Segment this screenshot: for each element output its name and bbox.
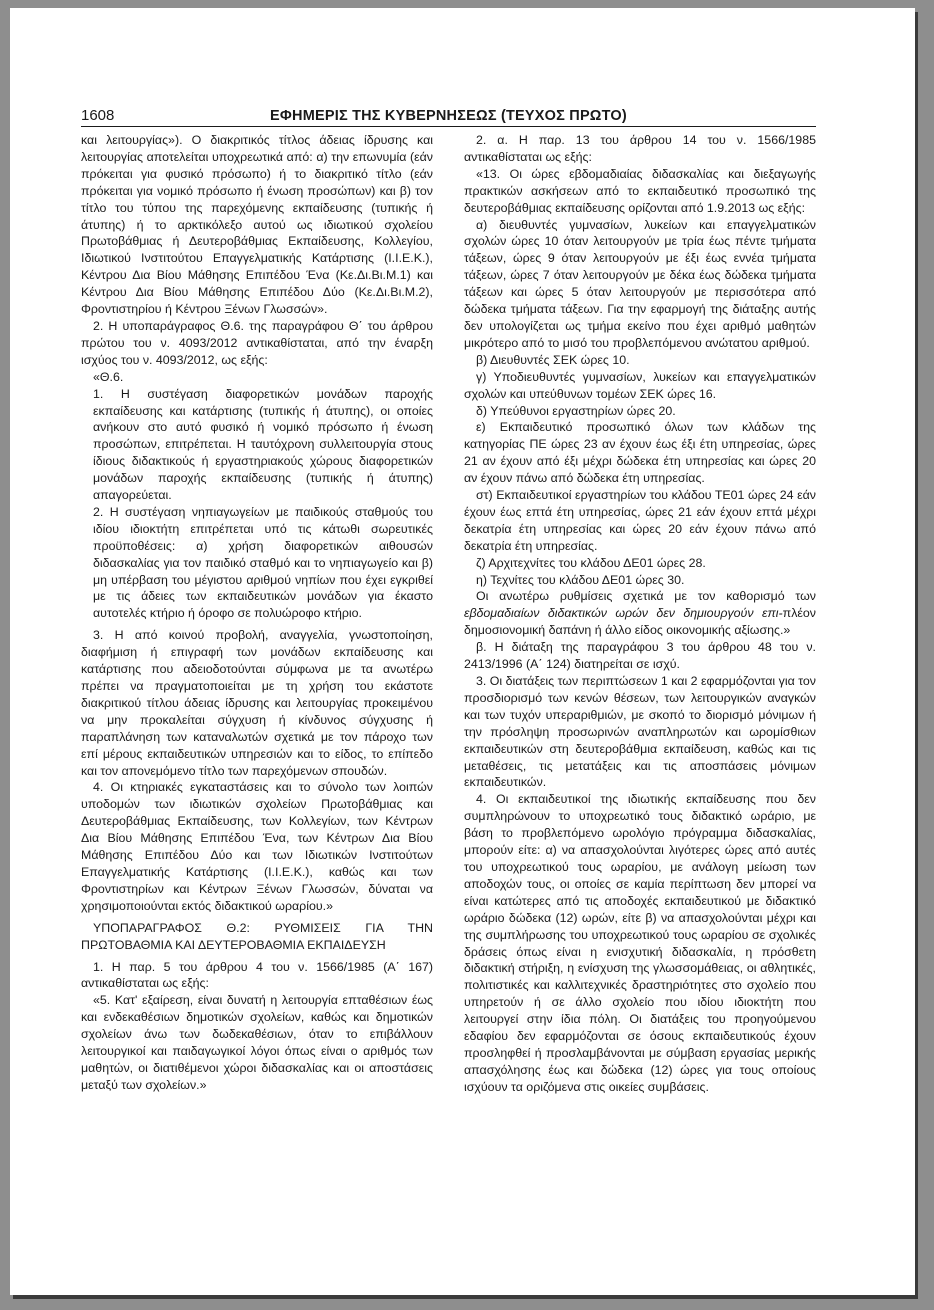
paragraph: 3. Η από κοινού προβολή, αναγγελία, γνωστοποίηση, διαφήμιση ή επιγραφή των μονάδων εκπαίδευσης και κατάρτισης που αδειοδοτούνται σύμφωνα με τα ανωτέρω πρέπει να πραγματοποιείται με τη χρήση του εκάστοτε διακριτικού τίτλου άδειας ίδρυσης και λειτουργίας προκειμένου να μην προκαλείται σύγχυση ή κίνδυνος σύγχυσης ή παραπλάνηση των καταναλωτών σχετικά με τον πάροχο των επί μέρους εκπαιδευτικών υπηρεσιών και το είδος, το επίπεδο και τον απονεμόμενο τίτλο των παρεχόμενων σπουδών. bbox=[81, 628, 433, 778]
paragraph: 4. Οι κτηριακές εγκαταστάσεις και το σύνολο των λοιπών υποδομών των ιδιωτικών σχολείων Πρωτοβάθμιας και Δευτεροβάθμιας Εκπαίδευσης, των Κολλεγίων, των Κέντρων Δια Βίου Μάθησης Επιπέδου Ένα, των Κέντρων Δια Βίου Μάθησης Επιπέδου Δύο και των Ιδιωτικών Ινστιτούτων Επαγγελματικής Κατάρτισης (Ι.Ι.Ε.Κ.), καθώς και των Φροντιστηρίων και Κέντρων Ξένων Γλωσσών, δύναται να χρησιμοποιούνται εκτός διδακτικού ωραρίου.» bbox=[81, 780, 433, 913]
paragraph: 2. Η υποπαράγραφος Θ.6. της παραγράφου Θ΄ του άρθρου πρώτου του ν. 4093/2012 αντικαθίσταται, από την έναρξη ισχύος του ν. 4093/2012, ως εξής: bbox=[81, 318, 433, 367]
page-number: 1608 bbox=[81, 107, 115, 124]
paragraph: γ) Υποδιευθυντές γυμνασίων, λυκείων και επαγγελματικών σχολών και υπεύθυνων τομέων ΣΕΚ ώρες 16. bbox=[464, 369, 816, 401]
paragraph: 2. α. Η παρ. 13 του άρθρου 14 του ν. 1566/1985 αντικαθίσταται ως εξής: bbox=[464, 133, 816, 164]
paragraph: στ) Εκπαιδευτικοί εργαστηρίων του κλάδου ΤΕ01 ώρες 24 εάν έχουν έως επτά έτη υπηρεσίας, ώρες 21 εάν έχουν επτά μέχρι δεκατρία έτη υπηρεσίας και ώρες 20 εάν έχουν πάνω από δεκατρία έτη υπηρεσίας. bbox=[464, 488, 816, 553]
section-heading: ΥΠΟΠΑΡΑΓΡΑΦΟΣ Θ.2: ΡΥΘΜΙΣΕΙΣ ΓΙΑ ΤΗΝ ΠΡΩΤΟΒΑΘΜΙΑ ΚΑΙ ΔΕΥΤΕΡΟΒΑΘΜΙΑ ΕΚΠΑΙΔΕΥΣΗ bbox=[81, 920, 433, 952]
paragraph: 1. Η παρ. 5 του άρθρου 4 του ν. 1566/1985 (Α΄ 167) αντικαθίσταται ως εξής: bbox=[81, 959, 433, 991]
text-run: Οι ανωτέρω ρυθμίσεις σχετικά με τον καθορισμό των bbox=[476, 589, 816, 604]
paragraph: ε) Εκπαιδευτικό προσωπικό όλων των κλάδων της κατηγορίας ΠΕ ώρες 23 αν έχουν έως έξι έτη υπηρεσίας, ώρες 21 αν έχουν από έξι μέχρι δώδεκα έτη υπηρεσίας και ώρες 20 αν έχουν πάνω από δώδεκα έτη υπηρεσίας. bbox=[464, 420, 816, 486]
page-content bbox=[81, 100, 816, 1096]
paragraph: β) Διευθυντές ΣΕΚ ώρες 10. bbox=[476, 352, 630, 367]
page-header bbox=[81, 100, 816, 127]
paragraph bbox=[464, 588, 816, 639]
paragraph: 3. Οι διατάξεις των περιπτώσεων 1 και 2 εφαρμόζονται για τον προσδιορισμό των κενών θέσεων, των λειτουργικών αναγκών και των τυχόν υπεραριθμιών, με σκοπό το διορισμό μόνιμων ή την πρόσληψη προσωρινών αναπληρωτών και ωρομίσθιων εκπαιδευτικών στη δευτεροβάθμια εκπαίδευση, καθώς και τις μεταθέσεις, τις μετατάξεις και τις αποσπάσεις μόνιμων εκπαιδευτικών. bbox=[464, 674, 816, 790]
paragraph: «5. Κατ' εξαίρεση, είναι δυνατή η λειτουργία επταθέσιων έως και ενδεκαθέσιων δημοτικών σχολείων, καθώς και δημοτικών σχολείων άνω των δωδεκαθέσιων, όταν το επιβάλλουν λειτουργικοί και παιδαγωγικοί λόγοι όπως είναι ο αριθμός των μαθητών, οι διατιθέμενοι χώροι διδασκαλίας και οι αποστάσεις μεταξύ των σχολείων.» bbox=[81, 993, 433, 1092]
paragraph: β. Η διάταξη της παραγράφου 3 του άρθρου 48 του ν. 2413/1996 (Α΄ 124) διατηρείται σε ισχύ. bbox=[464, 640, 816, 672]
right-column bbox=[464, 132, 816, 1096]
left-column bbox=[81, 132, 433, 1096]
paragraph: «Θ.6. bbox=[93, 369, 124, 384]
paragraph: «13. Οι ώρες εβδομαδιαίας διδασκαλίας και διεξαγωγής πρακτικών ασκήσεων από το εκπαιδευτικό προσωπικό της δευτεροβάθμιας εκπαίδευσης ορίζονται από 1.9.2013 ως εξής: bbox=[464, 166, 816, 215]
paragraph: 4. Οι εκπαιδευτικοί της ιδιωτικής εκπαίδευσης που δεν συμπληρώνουν το υποχρεωτικό τους διδακτικό ωράριο, με βάση το προβλεπόμενο ωρολόγιο πρόγραμμα διδασκαλίας, μπορούν είτε: α) να απασχολούνται λιγότερες ώρες από αυτές του υποχρεωτικού τους ωραρίου, με ανάλογη μείωση των αποδοχών τους, οι οποίες σε καμία περίπτωση δεν μπορεί να είναι κατώτερες από τις αποδοχές εκπαιδευτικού με διδακτικό ωράριο δώδεκα (12) ωρών, είτε β) να απασχολούνται μέχρι και της συμπλήρωσης του υποχρεωτικού τους ωραρίου σε σχολικές δράσεις όπως είναι η ενισχυτική διδασκαλία, η πρόσθετη διδακτική στήριξη, η ενίσχυση της γλωσσομάθειας, οι αθλητικές, πολιτιστικές και καλλιτεχνικές δραστηριότητες στο σχολείο που υπηρετούν ή σε άλλο σχολείο που ιδίου ιδιοκτήτη που λειτουργεί στην ίδια πόλη. Οι διατάξεις του προηγούμενου εδαφίου δεν εφαρμόζονται σε όσους εκπαιδευτικούς έχουν προσληφθεί ή προσλαμβάνονται με σύμβαση εργασίας μερικής απασχόλησης έως και δώδεκα (12) ώρες για τους οποίους ισχύουν τα οριζόμενα στις οικείες συμβάσεις. bbox=[464, 792, 816, 1094]
text-run: πλέον δημοσιονομική δαπάνη ή άλλο είδος οικονομικής αξίωσης.» bbox=[464, 606, 816, 638]
paragraph: α) διευθυντές γυμνασίων, λυκείων και επαγγελματικών σχολών ώρες 10 όταν λειτουργούν με τρία έως πέντε τμήματα τάξεων, ώρες 9 όταν λειτουργούν με έξι έως εννέα τμήματα τάξεων, ώρες 7 όταν λειτουργούν με δέκα έως δώδεκα τμήματα τάξεων και ώρες 5 όταν λειτουργούν με περισσότερα από δώδεκα τμήματα τάξεων. Για την εφαρμογή της διάταξης αυτής δεν υπολογίζεται ως τμήμα εκείνο που έχει αριθμό μαθητών μικρότερο από το μισό του προβλεπόμενου ανώτατου αριθμού. bbox=[464, 217, 816, 350]
text-columns bbox=[81, 132, 816, 1096]
paragraph: 1. Η συστέγαση διαφορετικών μονάδων παροχής εκπαίδευσης και κατάρτισης (τυπικής ή άτυπης), οι οποίες ανήκουν στο αυτό φυσικό ή νομικό πρόσωπο ή ένωση προσώπων, επιτρέπεται. Η ταυτόχρονη συλλειτουργία στους ίδιους διδακτικούς ή εργαστηριακούς χώρους διαφορετικών μονάδων παροχής εκπαίδευσης (τυπικής ή άτυπης) απαγορεύεται. bbox=[93, 386, 433, 503]
gazette-title: ΕΦΗΜΕΡΙΣ ΤΗΣ ΚΥΒΕΡΝΗΣΕΩΣ (ΤΕΥΧΟΣ ΠΡΩΤΟ) bbox=[270, 108, 627, 124]
paragraph: και λειτουργίας»). Ο διακριτικός τίτλος άδειας ίδρυσης και λειτουργίας αποτελείται υποχρεωτικά από: α) την επωνυμία (εάν πρόκειται για φυσικό πρόσωπο) ή το διακριτικό τίτλο (εάν πρόκειται για νομικό πρόσωπο ή ένωση προσώπων) και β) τον τίτλο του τύπου της παρεχόμενης εκπαίδευσης (τυπικής ή άτυπης) ή το αρκτικόλεξο αυτού ως ιδιωτικού σχολείου Πρωτοβάθμιας ή Δευτεροβάθμιας Εκπαίδευσης, Κολλεγίου, Ιδιωτικού Ινστιτούτου Επαγγελματικής Κατάρτισης (Ι.Ι.Ε.Κ.), Κέντρου Δια Βίου Μάθησης Επιπέδου Ένα (Κε.Δι.Βι.Μ.1) και Κέντρου Δια Βίου Μάθησης Επιπέδου Δύο (Κε.Δι.Βι.Μ.2), Φροντιστηρίου ή Κέντρου Ξένων Γλωσσών». bbox=[81, 133, 433, 317]
paragraph: δ) Υπεύθυνοι εργαστηρίων ώρες 20. bbox=[476, 403, 676, 418]
document-page bbox=[10, 8, 915, 1295]
paragraph: η) Τεχνίτες του κλάδου ΔΕ01 ώρες 30. bbox=[476, 572, 685, 587]
paragraph: ζ) Αρχιτεχνίτες του κλάδου ΔΕ01 ώρες 28. bbox=[476, 555, 706, 570]
paragraph: 2. Η συστέγαση νηπιαγωγείων με παιδικούς σταθμούς του ιδίου ιδιοκτήτη επιτρέπεται υπό τις κάτωθι σωρευτικές προϋποθέσεις: α) χρήση διαφορετικών αιθουσών διδασκαλίας για τον παιδικό σταθμό και το νηπιαγωγείο και β) μη υπέρβαση του μέγιστου αριθμού νηπίων που έχει εγκριθεί με τις άδειες των εκπαιδευτικών μονάδων για έκαστο αυτοτελές κτήριο ή όροφο σε πολυώροφο κτήριο. bbox=[93, 504, 433, 621]
italic-text-run: εβδομαδιαίων διδακτικών ωρών δεν δημιουργούν επι- bbox=[464, 606, 783, 621]
